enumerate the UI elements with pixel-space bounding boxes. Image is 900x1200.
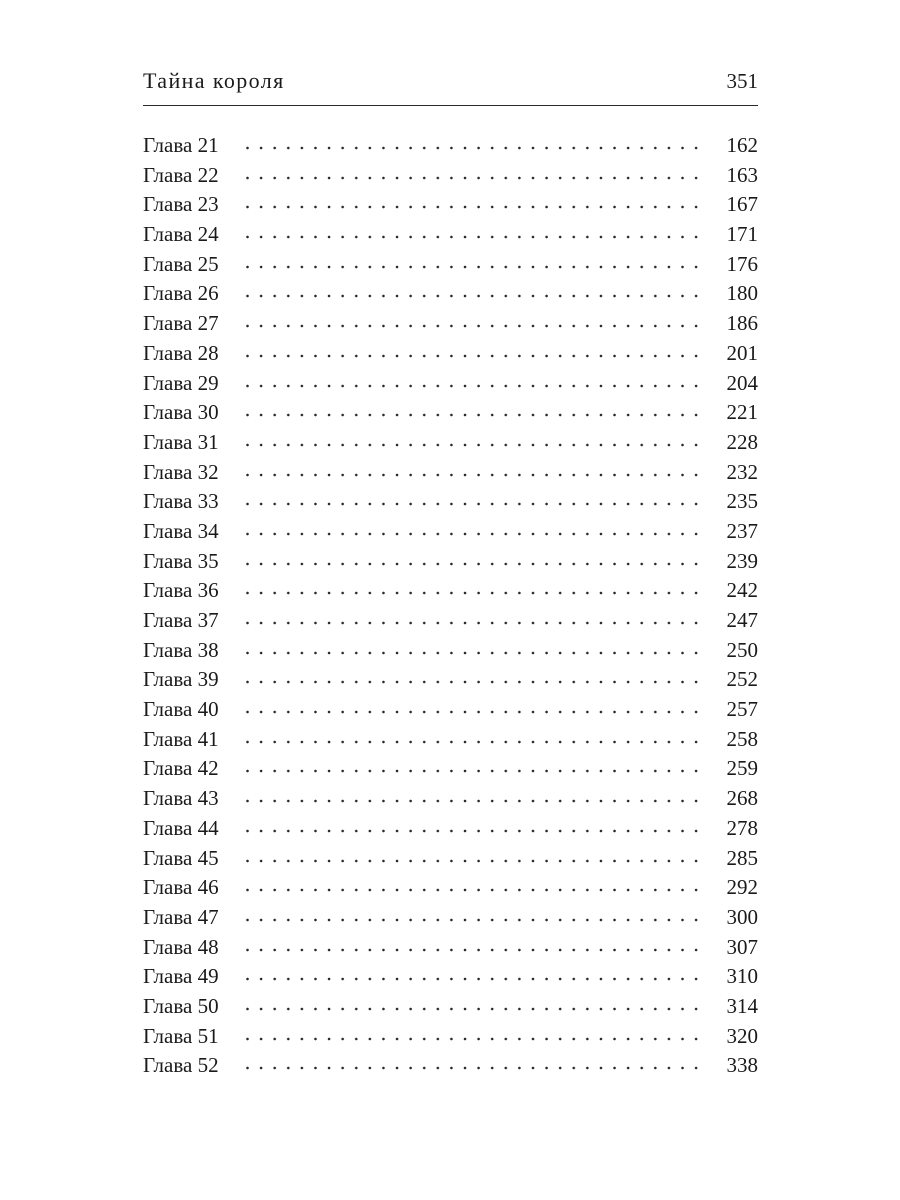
toc-entry <box>143 636 758 666</box>
dot-leader <box>246 265 706 269</box>
toc-entry-title: Глава 38 <box>143 637 219 662</box>
toc-entry-page: 201 <box>726 340 758 365</box>
toc-entry <box>143 784 758 814</box>
dot-leader <box>246 443 706 447</box>
toc-entry <box>143 933 758 963</box>
toc-entry <box>143 517 758 547</box>
toc-entry <box>143 190 758 220</box>
toc-entry-page: 239 <box>726 548 758 573</box>
toc-entry-title: Глава 49 <box>143 964 219 989</box>
toc-entry-page: 285 <box>726 845 758 870</box>
toc-entry-title: Глава 52 <box>143 1053 219 1078</box>
dot-leader <box>246 918 706 922</box>
toc-entry-page: 171 <box>726 222 758 247</box>
toc-entry <box>143 339 758 369</box>
toc-entry-title: Глава 32 <box>143 459 219 484</box>
toc-entry <box>143 1022 758 1052</box>
toc-entry-page: 163 <box>726 162 758 187</box>
dot-leader <box>246 562 706 566</box>
toc-entry-page: 338 <box>726 1053 758 1078</box>
toc-entry-title: Глава 34 <box>143 518 219 543</box>
toc-entry <box>143 903 758 933</box>
page-number: 351 <box>726 69 758 93</box>
toc-entry <box>143 665 758 695</box>
toc-entry-title: Глава 21 <box>143 133 219 157</box>
header-rule <box>143 105 758 106</box>
toc-entry-title: Глава 39 <box>143 667 219 692</box>
toc-entry-page: 307 <box>726 934 758 959</box>
table-of-contents <box>143 131 758 1081</box>
toc-entry <box>143 962 758 992</box>
toc-entry-page: 314 <box>726 993 758 1018</box>
toc-entry <box>143 250 758 280</box>
toc-entry-page: 320 <box>726 1023 758 1048</box>
toc-entry-title: Глава 50 <box>143 993 219 1018</box>
toc-entry-title: Глава 26 <box>143 281 219 306</box>
toc-entry-title: Глава 33 <box>143 489 219 514</box>
dot-leader <box>246 294 706 298</box>
toc-entry-page: 252 <box>726 667 758 692</box>
dot-leader <box>246 977 706 981</box>
toc-entry-page: 278 <box>726 815 758 840</box>
toc-entry-page: 258 <box>726 726 758 751</box>
toc-entry-title: Глава 30 <box>143 400 219 425</box>
toc-entry-page: 228 <box>726 429 758 454</box>
toc-entry-title: Глава 24 <box>143 222 219 247</box>
dot-leader <box>246 651 706 655</box>
dot-leader <box>246 384 706 388</box>
toc-entry <box>143 725 758 755</box>
toc-entry-page: 257 <box>726 697 758 722</box>
toc-entry-title: Глава 42 <box>143 756 219 781</box>
dot-leader <box>246 621 706 625</box>
toc-entry <box>143 695 758 725</box>
toc-entry-page: 250 <box>726 637 758 662</box>
toc-entry <box>143 547 758 577</box>
toc-entry-page: 247 <box>726 608 758 632</box>
toc-entry <box>143 309 758 339</box>
dot-leader <box>246 502 706 506</box>
dot-leader <box>246 324 706 328</box>
toc-entry-page: 204 <box>726 370 758 395</box>
toc-entry-title: Глава 51 <box>143 1023 219 1048</box>
toc-entry-page: 259 <box>726 756 758 781</box>
toc-entry-title: Глава 45 <box>143 845 219 870</box>
toc-entry <box>143 220 758 250</box>
toc-entry-page: 242 <box>726 578 758 603</box>
toc-entry-title: Глава 25 <box>143 251 219 276</box>
dot-leader <box>246 473 706 477</box>
toc-entry <box>143 992 758 1022</box>
toc-entry <box>143 606 758 636</box>
toc-entry <box>143 844 758 874</box>
toc-entry-page: 292 <box>726 875 758 900</box>
toc-entry <box>143 428 758 458</box>
toc-entry-title: Глава 28 <box>143 340 219 365</box>
dot-leader <box>246 859 706 863</box>
toc-entry-title: Глава 37 <box>143 608 219 632</box>
dot-leader <box>246 176 706 180</box>
toc-entry <box>143 161 758 191</box>
dot-leader <box>246 146 706 150</box>
dot-leader <box>246 205 706 209</box>
toc-entry <box>143 369 758 399</box>
dot-leader <box>246 740 706 744</box>
toc-entry-title: Глава 23 <box>143 192 219 217</box>
toc-entry-title: Глава 40 <box>143 697 219 722</box>
dot-leader <box>246 1066 706 1070</box>
toc-entry <box>143 814 758 844</box>
dot-leader <box>246 710 706 714</box>
dot-leader <box>246 235 706 239</box>
toc-entry <box>143 398 758 428</box>
toc-entry-page: 268 <box>726 786 758 811</box>
toc-entry <box>143 1051 758 1081</box>
toc-entry <box>143 279 758 309</box>
book-title: Тайна короля <box>143 68 285 93</box>
toc-entry-page: 237 <box>726 518 758 543</box>
toc-entry-page: 180 <box>726 281 758 306</box>
toc-entry-page: 300 <box>726 904 758 929</box>
toc-entry-title: Глава 41 <box>143 726 219 751</box>
dot-leader <box>246 532 706 536</box>
toc-entry-page: 232 <box>726 459 758 484</box>
toc-entry-title: Глава 43 <box>143 786 219 811</box>
toc-entry-page: 186 <box>726 311 758 336</box>
toc-entry-page: 221 <box>726 400 758 425</box>
toc-entry <box>143 131 758 161</box>
toc-entry-page: 235 <box>726 489 758 514</box>
toc-entry-title: Глава 44 <box>143 815 219 840</box>
dot-leader <box>246 799 706 803</box>
dot-leader <box>246 829 706 833</box>
toc-entry-page: 310 <box>726 964 758 989</box>
toc-entry-title: Глава 22 <box>143 162 219 187</box>
dot-leader <box>246 680 706 684</box>
toc-entry-page: 176 <box>726 251 758 276</box>
dot-leader <box>246 354 706 358</box>
dot-leader <box>246 413 706 417</box>
dot-leader <box>246 1037 706 1041</box>
dot-leader <box>246 769 706 773</box>
toc-entry <box>143 458 758 488</box>
toc-entry <box>143 487 758 517</box>
toc-entry <box>143 873 758 903</box>
toc-entry-title: Глава 36 <box>143 578 219 603</box>
toc-entry-title: Глава 35 <box>143 548 219 573</box>
toc-entry <box>143 576 758 606</box>
running-head <box>143 62 758 102</box>
dot-leader <box>246 948 706 952</box>
toc-entry-page: 167 <box>726 192 758 217</box>
toc-entry-title: Глава 47 <box>143 904 219 929</box>
toc-entry-title: Глава 29 <box>143 370 219 395</box>
toc-entry <box>143 754 758 784</box>
dot-leader <box>246 1007 706 1011</box>
toc-entry-title: Глава 46 <box>143 875 219 900</box>
toc-entry-title: Глава 48 <box>143 934 219 959</box>
toc-entry-title: Глава 27 <box>143 311 219 336</box>
dot-leader <box>246 888 706 892</box>
toc-entry-page: 162 <box>726 133 758 157</box>
toc-entry-title: Глава 31 <box>143 429 219 454</box>
dot-leader <box>246 591 706 595</box>
